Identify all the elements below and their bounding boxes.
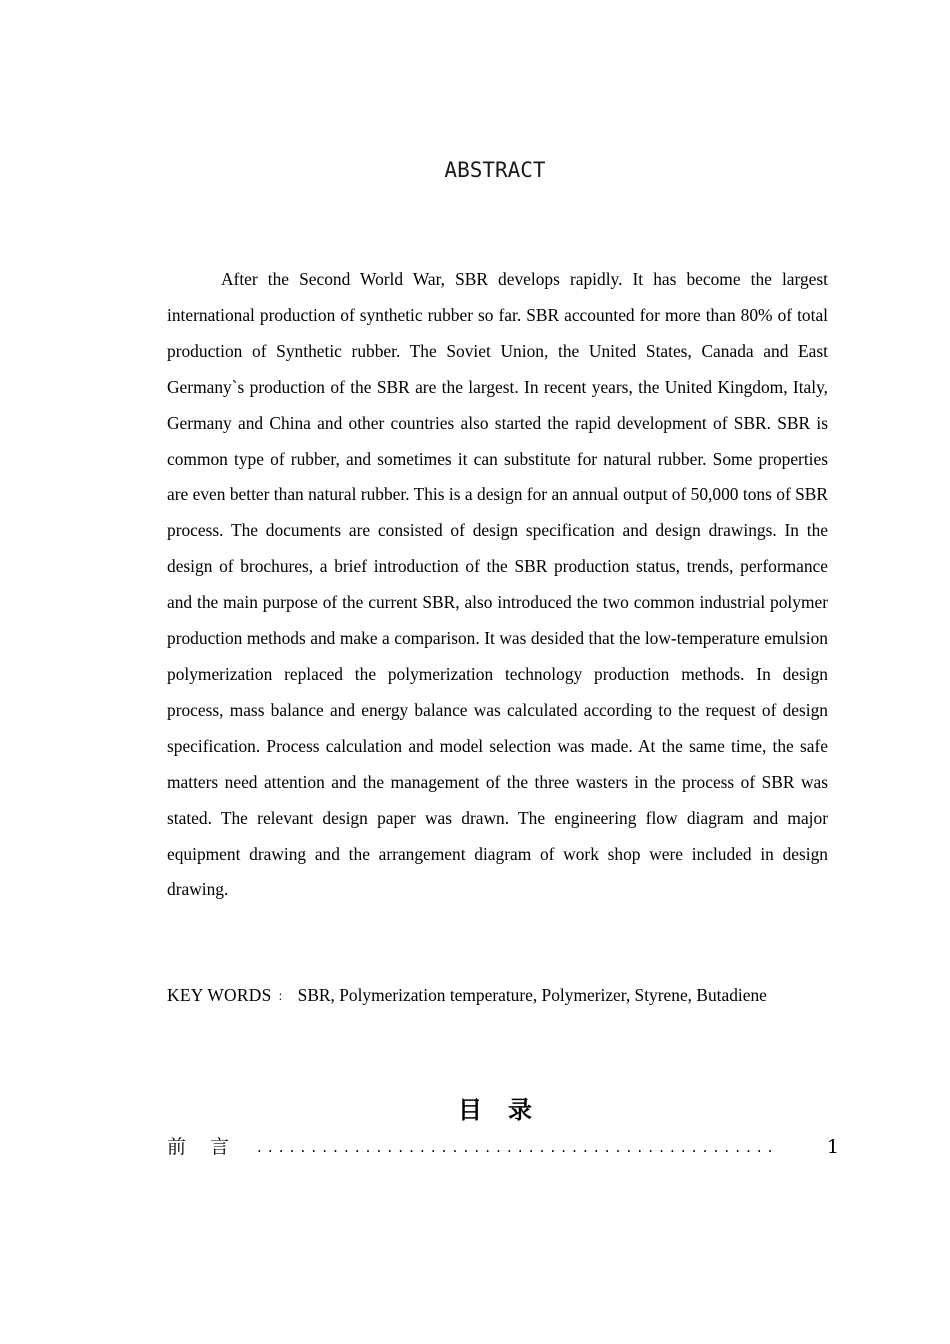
keywords-list: SBR, Polymerization temperature, Polymerizer, Styrene, Butadiene xyxy=(297,985,767,1005)
keywords-label: KEY WORDS xyxy=(167,985,272,1005)
toc-entry[interactable] xyxy=(167,1132,839,1162)
toc-entry-page: 1 xyxy=(826,1136,839,1158)
keywords-colon: ： xyxy=(277,989,290,1003)
toc-title: 目录 xyxy=(458,1096,558,1124)
toc-entry-leader: ................................................ xyxy=(257,1138,779,1156)
abstract-title: ABSTRACT xyxy=(444,158,546,182)
toc-entry-label: 前言 xyxy=(167,1136,254,1158)
abstract-body: After the Second World War, SBR develops rapidly. It has become the largest international production of synthetic rubber so far. SBR accounted for more than 80% of total production of Synthetic rubber. The Soviet Union, the United States, Canada and East Germany`s production of the SBR are the largest. In recent years, the United Kingdom, Italy, Germany and China and other countries also started the rapid development of SBR. SBR is common type of rubber, and sometimes it can substitute for natural rubber. Some properties are even better than natural rubber. This is a design for an annual output of 50,000 tons of SBR process. The documents are consisted of design specification and design drawings. In the design of brochures, a brief introduction of the SBR production status, trends, performance and the main purpose of the current SBR, also introduced the two common industrial polymer production methods and make a comparison. It was desided that the low-temperature emulsion polymerization replaced the polymerization technology production methods. In design process, mass balance and energy balance was calculated according to the request of design specification. Process calculation and model selection was made. At the same time, the safe matters need attention and the management of the three wasters in the process of SBR was stated. The relevant design paper was drawn. The engineering flow diagram and major equipment drawing and the arrangement diagram of work shop were included in design drawing. xyxy=(167,269,828,900)
keywords-line xyxy=(167,980,837,1011)
